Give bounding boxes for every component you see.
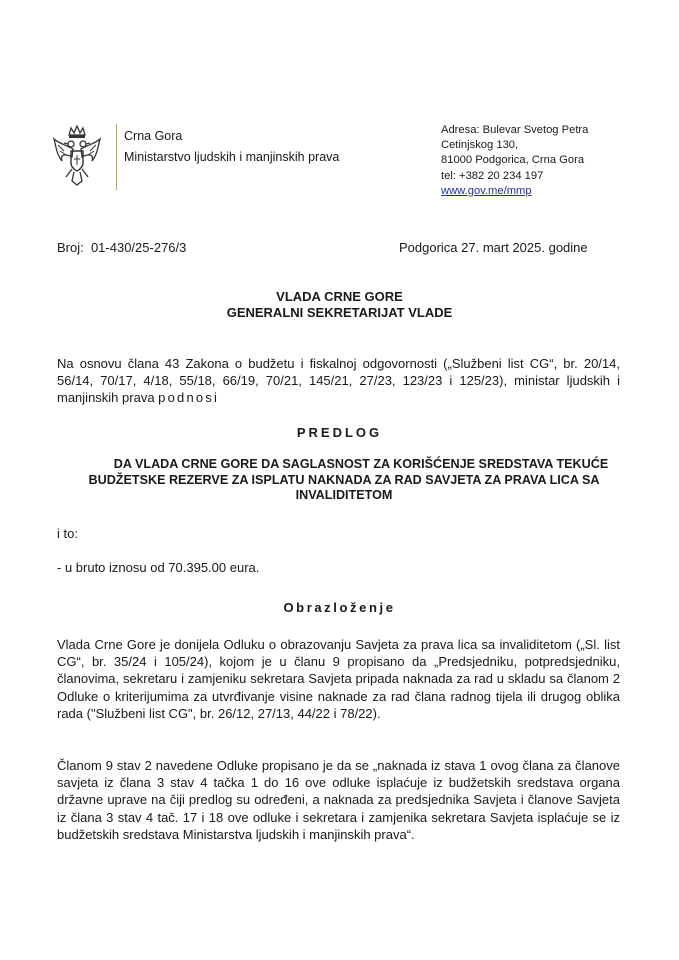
proposal-title: DA VLADA CRNE GORE DA SAGLASNOST ZA KORIŠĆENJE SREDSTAVA TEKUĆE BUDŽETSKE REZERVE ZA ISPLATU NAKNADA ZA RAD SAVJETA ZA PRAVA LICA SA INVALIDITETOM xyxy=(88,457,609,502)
address-block xyxy=(441,123,588,199)
recipient-line-2: GENERALNI SEKRETARIJAT VLADE xyxy=(226,305,453,320)
reference-number: Broj: 01-430/25-276/3 xyxy=(57,240,187,255)
country-name: Crna Gora xyxy=(124,129,183,143)
coat-of-arms-emblem xyxy=(52,125,102,187)
document-date: Podgorica 27. mart 2025. godine xyxy=(399,240,588,255)
rationale-paragraph-1: Vlada Crne Gore je donijela Odluku o obrazovanju Savjeta za prava lica sa invaliditetom („Sl. list CG“, br. 35/24 i 105/24), kojom je u članu 9 propisano da „Predsjedniku, potpredsjedniku, članovima, sekretaru i zamjeniku sekretara Savjeta pripada naknada za rad u skladu sa članom 2 Odluke o kriterijumima za utvrđivanje visine naknade za rad člana radnog tijela ili drugog oblika rada ("Službeni list CG", br. 26/12, 27/13, 44/22 i 78/22). xyxy=(57,637,620,721)
website-link[interactable]: www.gov.me/mmp xyxy=(441,184,532,197)
intro-paragraph xyxy=(57,355,620,407)
intro-text: Na osnovu člana 43 Zakona o budžetu i fiskalnoj odgovornosti („Službeni list CG“, br. 20/14, 56/14, 70/17, 4/18, 55/18, 66/19, 70/21, 145/21, 27/23, 123/23 i 125/23), ministar ljudskih i manjinskih prava xyxy=(57,356,620,406)
proposal-item: - u bruto iznosu od 70.395.00 eura. xyxy=(57,560,260,575)
header-divider xyxy=(116,124,117,190)
telephone: tel: +382 20 234 197 xyxy=(441,169,544,182)
rationale-heading: Obrazloženje xyxy=(283,600,396,615)
address-line-2: Cetinjskog 130, xyxy=(441,139,519,152)
address-line-3: 81000 Podgorica, Crna Gora xyxy=(441,154,585,167)
ministry-name: Ministarstvo ljudskih i manjinskih prava xyxy=(124,150,340,164)
ministry-header xyxy=(124,126,339,168)
proposal-heading: PREDLOG xyxy=(296,425,383,440)
proposal-lead: i to: xyxy=(57,526,78,541)
recipient-line-1: VLADA CRNE GORE xyxy=(276,289,403,304)
rationale-paragraph-2: Članom 9 stav 2 navedene Odluke propisano je da se „naknada iz stava 1 ovog člana za članove savjeta iz člana 3 stav 4 tačka 1 do 16 ove odluke isplaćuje iz budžetskih sredstava organa državne uprave na čiji predlog su određeni, a naknada za predsjednika Savjeta i članove Savjeta iz člana 3 stav 4 tač. 17 i 18 ove odluke i sekretara i zamjenika sekretara Savjeta isplaćuje se iz budžetskih sredstava Ministarstva ljudskih i manjinskih prava“. xyxy=(57,758,620,842)
intro-emphasis: podnosi xyxy=(158,390,220,406)
address-line-1: Adresa: Bulevar Svetog Petra xyxy=(441,124,589,136)
